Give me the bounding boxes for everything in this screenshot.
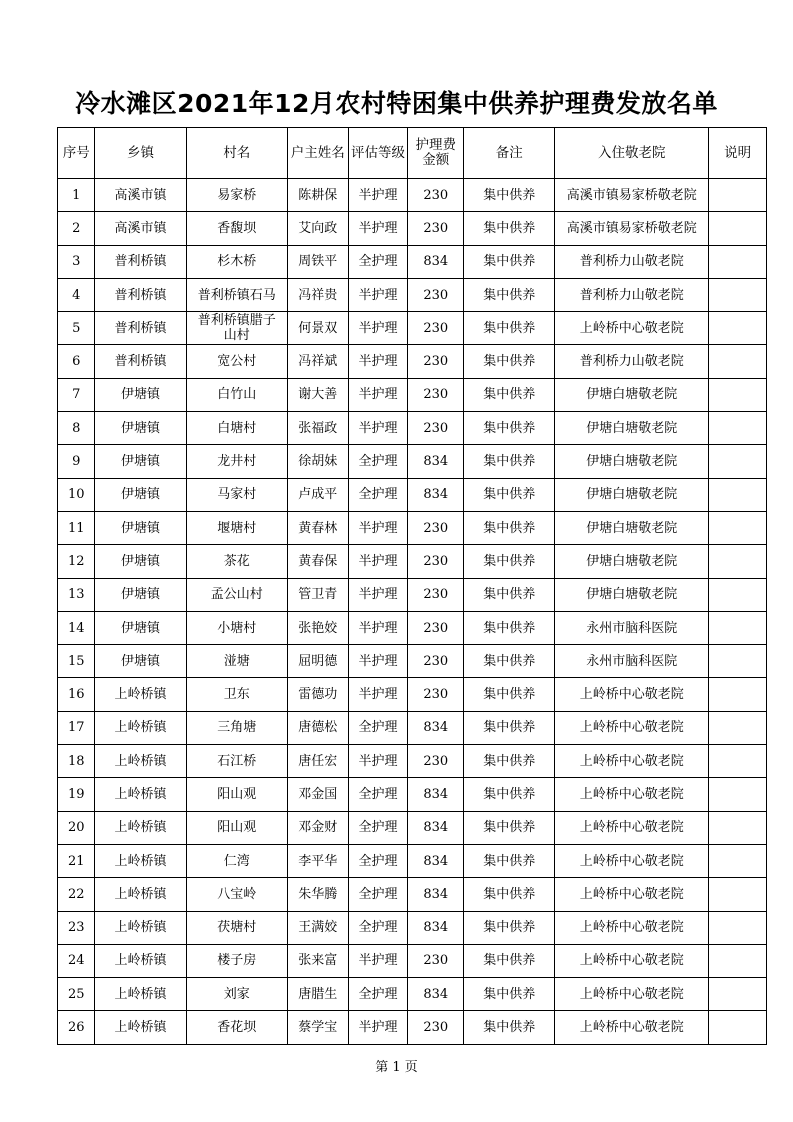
cell-care-fee: 230 — [408, 412, 464, 445]
header-nursing-home: 入住敬老院 — [555, 128, 709, 179]
cell-care-fee: 230 — [408, 312, 464, 345]
table-row — [58, 611, 767, 644]
cell-care-level: 全护理 — [348, 245, 408, 278]
table-row — [58, 678, 767, 711]
table-row — [58, 1011, 767, 1044]
table-row — [58, 179, 767, 212]
cell-care-level: 半护理 — [348, 412, 408, 445]
cell-note — [709, 245, 767, 278]
cell-note — [709, 878, 767, 911]
cell-note — [709, 844, 767, 877]
cell-householder: 李平华 — [287, 844, 348, 877]
cell-index: 23 — [58, 911, 95, 944]
header-householder: 户主姓名 — [287, 128, 348, 179]
cell-index: 15 — [58, 645, 95, 678]
cell-township: 上岭桥镇 — [95, 944, 186, 977]
cell-note — [709, 1011, 767, 1044]
cell-village: 易家桥 — [186, 179, 287, 212]
cell-nursing-home: 上岭桥中心敬老院 — [555, 811, 709, 844]
cell-township: 伊塘镇 — [95, 478, 186, 511]
cell-remark: 集中供养 — [464, 645, 555, 678]
cell-index: 12 — [58, 545, 95, 578]
table-row — [58, 511, 767, 544]
cell-householder: 唐任宏 — [287, 745, 348, 778]
cell-nursing-home: 上岭桥中心敬老院 — [555, 745, 709, 778]
cell-care-fee: 230 — [408, 645, 464, 678]
cell-care-level: 全护理 — [348, 911, 408, 944]
cell-index: 20 — [58, 811, 95, 844]
cell-village: 白塘村 — [186, 412, 287, 445]
table-row — [58, 911, 767, 944]
cell-remark: 集中供养 — [464, 678, 555, 711]
cell-care-fee: 834 — [408, 878, 464, 911]
cell-township: 上岭桥镇 — [95, 911, 186, 944]
cell-index: 17 — [58, 711, 95, 744]
cell-index: 14 — [58, 611, 95, 644]
cell-note — [709, 545, 767, 578]
cell-township: 上岭桥镇 — [95, 844, 186, 877]
table-row — [58, 745, 767, 778]
cell-village: 三角塘 — [186, 711, 287, 744]
cell-index: 6 — [58, 345, 95, 378]
cell-note — [709, 345, 767, 378]
table-row — [58, 545, 767, 578]
cell-nursing-home: 伊塘白塘敬老院 — [555, 412, 709, 445]
cell-note — [709, 478, 767, 511]
cell-township: 上岭桥镇 — [95, 711, 186, 744]
cell-index: 16 — [58, 678, 95, 711]
cell-village: 龙井村 — [186, 445, 287, 478]
cell-village: 阳山观 — [186, 811, 287, 844]
cell-care-level: 半护理 — [348, 578, 408, 611]
table-row — [58, 412, 767, 445]
cell-householder: 张来富 — [287, 944, 348, 977]
cell-note — [709, 645, 767, 678]
cell-township: 伊塘镇 — [95, 378, 186, 411]
cell-householder: 黄春保 — [287, 545, 348, 578]
table-row — [58, 844, 767, 877]
cell-nursing-home: 上岭桥中心敬老院 — [555, 944, 709, 977]
cell-index: 24 — [58, 944, 95, 977]
cell-care-fee: 230 — [408, 545, 464, 578]
cell-village: 小塘村 — [186, 611, 287, 644]
cell-nursing-home: 伊塘白塘敬老院 — [555, 578, 709, 611]
table-body — [58, 179, 767, 1045]
cell-nursing-home: 伊塘白塘敬老院 — [555, 478, 709, 511]
cell-householder: 艾向政 — [287, 212, 348, 245]
cell-township: 上岭桥镇 — [95, 745, 186, 778]
cell-township: 上岭桥镇 — [95, 811, 186, 844]
cell-care-level: 半护理 — [348, 312, 408, 345]
table-row — [58, 245, 767, 278]
cell-care-level: 半护理 — [348, 611, 408, 644]
header-row — [58, 128, 767, 179]
cell-care-fee: 230 — [408, 179, 464, 212]
cell-care-fee: 230 — [408, 944, 464, 977]
cell-note — [709, 278, 767, 311]
cell-householder: 周铁平 — [287, 245, 348, 278]
cell-remark: 集中供养 — [464, 844, 555, 877]
table-row — [58, 478, 767, 511]
cell-village: 茯塘村 — [186, 911, 287, 944]
cell-nursing-home: 高溪市镇易家桥敬老院 — [555, 179, 709, 212]
cell-remark: 集中供养 — [464, 778, 555, 811]
cell-remark: 集中供养 — [464, 1011, 555, 1044]
cell-index: 25 — [58, 978, 95, 1011]
cell-note — [709, 678, 767, 711]
cell-note — [709, 445, 767, 478]
cell-index: 13 — [58, 578, 95, 611]
table-row — [58, 811, 767, 844]
cell-care-fee: 230 — [408, 745, 464, 778]
cell-householder: 冯祥斌 — [287, 345, 348, 378]
cell-nursing-home: 上岭桥中心敬老院 — [555, 978, 709, 1011]
cell-care-fee: 230 — [408, 378, 464, 411]
cell-village: 刘家 — [186, 978, 287, 1011]
cell-township: 伊塘镇 — [95, 611, 186, 644]
cell-index: 1 — [58, 179, 95, 212]
cell-householder: 王满姣 — [287, 911, 348, 944]
cell-remark: 集中供养 — [464, 978, 555, 1011]
cell-township: 上岭桥镇 — [95, 878, 186, 911]
cell-note — [709, 312, 767, 345]
header-remark: 备注 — [464, 128, 555, 179]
cell-nursing-home: 上岭桥中心敬老院 — [555, 778, 709, 811]
cell-care-fee: 230 — [408, 345, 464, 378]
cell-care-level: 半护理 — [348, 745, 408, 778]
cell-care-level: 半护理 — [348, 345, 408, 378]
cell-remark: 集中供养 — [464, 179, 555, 212]
cell-note — [709, 711, 767, 744]
cell-village: 孟公山村 — [186, 578, 287, 611]
cell-index: 3 — [58, 245, 95, 278]
cell-remark: 集中供养 — [464, 278, 555, 311]
cell-remark: 集中供养 — [464, 878, 555, 911]
cell-index: 9 — [58, 445, 95, 478]
cell-township: 伊塘镇 — [95, 412, 186, 445]
cell-care-level: 全护理 — [348, 811, 408, 844]
cell-nursing-home: 永州市脑科医院 — [555, 645, 709, 678]
cell-remark: 集中供养 — [464, 611, 555, 644]
cell-village: 楼子房 — [186, 944, 287, 977]
cell-village: 马家村 — [186, 478, 287, 511]
cell-care-fee: 230 — [408, 1011, 464, 1044]
cell-village: 宽公村 — [186, 345, 287, 378]
cell-township: 高溪市镇 — [95, 179, 186, 212]
cell-index: 2 — [58, 212, 95, 245]
cell-nursing-home: 上岭桥中心敬老院 — [555, 312, 709, 345]
cell-nursing-home: 上岭桥中心敬老院 — [555, 878, 709, 911]
cell-care-level: 全护理 — [348, 978, 408, 1011]
cell-care-level: 全护理 — [348, 778, 408, 811]
cell-care-level: 全护理 — [348, 878, 408, 911]
cell-care-fee: 230 — [408, 511, 464, 544]
table-row — [58, 578, 767, 611]
header-care-level: 评估等级 — [348, 128, 408, 179]
cell-care-fee: 230 — [408, 678, 464, 711]
cell-householder: 谢大善 — [287, 378, 348, 411]
cell-township: 伊塘镇 — [95, 645, 186, 678]
cell-remark: 集中供养 — [464, 511, 555, 544]
table-row — [58, 345, 767, 378]
cell-township: 上岭桥镇 — [95, 1011, 186, 1044]
table-header — [58, 128, 767, 179]
cell-township: 伊塘镇 — [95, 445, 186, 478]
table-row — [58, 978, 767, 1011]
cell-nursing-home: 伊塘白塘敬老院 — [555, 445, 709, 478]
cell-note — [709, 511, 767, 544]
cell-village: 香花坝 — [186, 1011, 287, 1044]
cell-note — [709, 378, 767, 411]
cell-township: 高溪市镇 — [95, 212, 186, 245]
cell-householder: 冯祥贵 — [287, 278, 348, 311]
cell-remark: 集中供养 — [464, 711, 555, 744]
cell-note — [709, 978, 767, 1011]
cell-remark: 集中供养 — [464, 378, 555, 411]
header-note: 说明 — [709, 128, 767, 179]
cell-nursing-home: 永州市脑科医院 — [555, 611, 709, 644]
cell-care-level: 半护理 — [348, 678, 408, 711]
cell-care-level: 全护理 — [348, 844, 408, 877]
cell-township: 上岭桥镇 — [95, 978, 186, 1011]
cell-care-level: 半护理 — [348, 545, 408, 578]
cell-index: 10 — [58, 478, 95, 511]
cell-care-level: 全护理 — [348, 478, 408, 511]
cell-remark: 集中供养 — [464, 578, 555, 611]
cell-village: 白竹山 — [186, 378, 287, 411]
cell-care-fee: 230 — [408, 578, 464, 611]
cell-nursing-home: 上岭桥中心敬老院 — [555, 844, 709, 877]
cell-index: 11 — [58, 511, 95, 544]
cell-nursing-home: 上岭桥中心敬老院 — [555, 678, 709, 711]
cell-note — [709, 212, 767, 245]
cell-householder: 陈耕保 — [287, 179, 348, 212]
cell-index: 21 — [58, 844, 95, 877]
cell-note — [709, 811, 767, 844]
cell-householder: 黄春林 — [287, 511, 348, 544]
cell-care-fee: 834 — [408, 478, 464, 511]
cell-township: 上岭桥镇 — [95, 778, 186, 811]
header-care-fee: 护理费 金额 — [408, 128, 464, 179]
header-township: 乡镇 — [95, 128, 186, 179]
cell-remark: 集中供养 — [464, 412, 555, 445]
cell-township: 伊塘镇 — [95, 545, 186, 578]
cell-nursing-home: 上岭桥中心敬老院 — [555, 711, 709, 744]
cell-index: 7 — [58, 378, 95, 411]
cell-care-level: 半护理 — [348, 645, 408, 678]
cell-householder: 蔡学宝 — [287, 1011, 348, 1044]
cell-care-fee: 834 — [408, 778, 464, 811]
cell-care-level: 全护理 — [348, 711, 408, 744]
header-index: 序号 — [58, 128, 95, 179]
cell-village: 石江桥 — [186, 745, 287, 778]
cell-nursing-home: 伊塘白塘敬老院 — [555, 511, 709, 544]
table-row — [58, 212, 767, 245]
cell-note — [709, 179, 767, 212]
cell-nursing-home: 普利桥力山敬老院 — [555, 345, 709, 378]
document-title: 冷水滩区2021年12月农村特困集中供养护理费发放名单 — [75, 89, 718, 118]
cell-care-level: 半护理 — [348, 212, 408, 245]
cell-village: 仁湾 — [186, 844, 287, 877]
table-row — [58, 878, 767, 911]
cell-care-fee: 834 — [408, 445, 464, 478]
cell-index: 22 — [58, 878, 95, 911]
cell-village: 香馥坝 — [186, 212, 287, 245]
cell-nursing-home: 高溪市镇易家桥敬老院 — [555, 212, 709, 245]
cell-care-fee: 834 — [408, 978, 464, 1011]
cell-remark: 集中供养 — [464, 212, 555, 245]
cell-nursing-home: 上岭桥中心敬老院 — [555, 911, 709, 944]
cell-householder: 唐腊生 — [287, 978, 348, 1011]
cell-nursing-home: 上岭桥中心敬老院 — [555, 1011, 709, 1044]
cell-village: 普利桥镇石马 — [186, 278, 287, 311]
cell-note — [709, 611, 767, 644]
cell-village: 八宝岭 — [186, 878, 287, 911]
cell-remark: 集中供养 — [464, 811, 555, 844]
header-village: 村名 — [186, 128, 287, 179]
cell-township: 普利桥镇 — [95, 278, 186, 311]
cell-care-level: 半护理 — [348, 1011, 408, 1044]
cell-householder: 卢成平 — [287, 478, 348, 511]
cell-note — [709, 911, 767, 944]
cell-remark: 集中供养 — [464, 245, 555, 278]
cell-township: 伊塘镇 — [95, 511, 186, 544]
cell-householder: 屈明德 — [287, 645, 348, 678]
table-row — [58, 445, 767, 478]
cell-care-fee: 834 — [408, 811, 464, 844]
cell-index: 5 — [58, 312, 95, 345]
cell-index: 26 — [58, 1011, 95, 1044]
cell-remark: 集中供养 — [464, 911, 555, 944]
cell-village: 湴塘 — [186, 645, 287, 678]
cell-care-fee: 230 — [408, 212, 464, 245]
cell-note — [709, 412, 767, 445]
cell-remark: 集中供养 — [464, 312, 555, 345]
cell-index: 4 — [58, 278, 95, 311]
cell-index: 19 — [58, 778, 95, 811]
cell-remark: 集中供养 — [464, 545, 555, 578]
cell-householder: 张福政 — [287, 412, 348, 445]
cell-nursing-home: 普利桥力山敬老院 — [555, 278, 709, 311]
cell-householder: 管卫青 — [287, 578, 348, 611]
table-row — [58, 944, 767, 977]
cell-village: 茶花 — [186, 545, 287, 578]
cell-village: 普利桥镇腊子 山村 — [186, 312, 287, 345]
cell-township: 普利桥镇 — [95, 245, 186, 278]
cell-index: 18 — [58, 745, 95, 778]
table-row — [58, 378, 767, 411]
cell-remark: 集中供养 — [464, 478, 555, 511]
cell-householder: 唐德松 — [287, 711, 348, 744]
cell-remark: 集中供养 — [464, 944, 555, 977]
table-row — [58, 278, 767, 311]
cell-note — [709, 944, 767, 977]
cell-householder: 何景双 — [287, 312, 348, 345]
cell-remark: 集中供养 — [464, 345, 555, 378]
table-row — [58, 645, 767, 678]
cell-remark: 集中供养 — [464, 445, 555, 478]
page-footer: 第 1 页 — [375, 1060, 418, 1075]
cell-village: 堰塘村 — [186, 511, 287, 544]
cell-care-fee: 834 — [408, 245, 464, 278]
cell-note — [709, 578, 767, 611]
cell-care-fee: 834 — [408, 911, 464, 944]
cell-householder: 雷德功 — [287, 678, 348, 711]
cell-note — [709, 778, 767, 811]
cell-township: 上岭桥镇 — [95, 678, 186, 711]
cell-care-fee: 230 — [408, 278, 464, 311]
cell-householder: 邓金国 — [287, 778, 348, 811]
roster-table — [57, 127, 767, 1045]
cell-index: 8 — [58, 412, 95, 445]
cell-village: 杉木桥 — [186, 245, 287, 278]
cell-remark: 集中供养 — [464, 745, 555, 778]
cell-householder: 徐胡妹 — [287, 445, 348, 478]
table-row — [58, 778, 767, 811]
cell-care-level: 全护理 — [348, 445, 408, 478]
cell-householder: 邓金财 — [287, 811, 348, 844]
table-row — [58, 312, 767, 345]
cell-nursing-home: 普利桥力山敬老院 — [555, 245, 709, 278]
cell-township: 伊塘镇 — [95, 578, 186, 611]
cell-householder: 张艳姣 — [287, 611, 348, 644]
cell-note — [709, 745, 767, 778]
cell-care-level: 半护理 — [348, 179, 408, 212]
cell-village: 卫东 — [186, 678, 287, 711]
cell-care-fee: 834 — [408, 711, 464, 744]
cell-care-level: 半护理 — [348, 278, 408, 311]
cell-village: 阳山观 — [186, 778, 287, 811]
cell-householder: 朱华腾 — [287, 878, 348, 911]
cell-care-level: 半护理 — [348, 378, 408, 411]
cell-care-level: 半护理 — [348, 944, 408, 977]
cell-care-fee: 230 — [408, 611, 464, 644]
cell-care-level: 半护理 — [348, 511, 408, 544]
cell-township: 普利桥镇 — [95, 345, 186, 378]
table-row — [58, 711, 767, 744]
cell-nursing-home: 伊塘白塘敬老院 — [555, 545, 709, 578]
cell-care-fee: 834 — [408, 844, 464, 877]
cell-nursing-home: 伊塘白塘敬老院 — [555, 378, 709, 411]
cell-township: 普利桥镇 — [95, 312, 186, 345]
